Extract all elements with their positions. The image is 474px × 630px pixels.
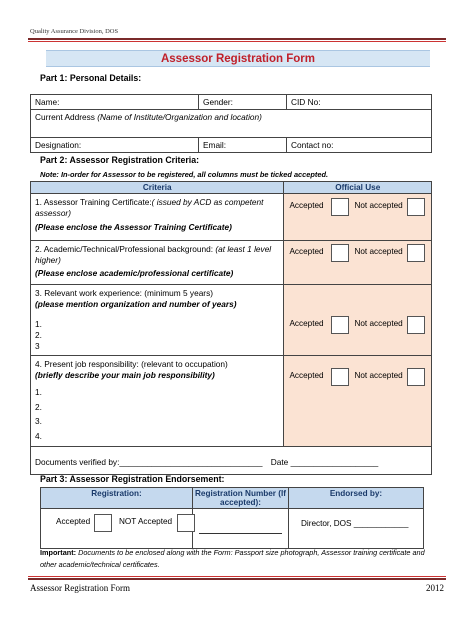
gender-field[interactable] [199, 95, 287, 110]
part2-heading: Part 2: Assessor Registration Criteria: [40, 155, 200, 165]
reg-not-accepted-label: NOT Accepted [119, 517, 173, 526]
endorsed-by-cell[interactable] [289, 509, 424, 549]
criterion-2-note: (Please enclose academic/professional certificate) [35, 268, 234, 278]
criterion-row-4 [31, 356, 432, 447]
criteria-header: Criteria [31, 182, 284, 194]
accepted-label: Accepted [289, 247, 324, 256]
important-label: Important: [40, 548, 77, 557]
verification-row [31, 447, 432, 475]
registration-number-header: Registration Number (If accepted): [193, 488, 289, 509]
header-rule-accent [28, 41, 446, 42]
registration-number-line [199, 533, 282, 534]
name-label: Name: [35, 97, 60, 107]
accepted-label: Accepted [289, 319, 324, 328]
criteria-table [30, 181, 432, 475]
address-field[interactable] [31, 110, 432, 138]
contact-label: Contact no: [291, 140, 334, 150]
criterion-3-item-3: 3 [35, 341, 40, 351]
part3-heading: Part 3: Assessor Registration Endorsement: [40, 474, 225, 484]
criterion-row-2 [31, 241, 432, 285]
criterion-3-item-1: 1. [35, 319, 42, 329]
gender-label: Gender: [203, 97, 233, 107]
criterion-4-item-2: 2. [35, 401, 42, 412]
official-2 [284, 241, 432, 285]
director-signature: Director, DOS ____________ [301, 519, 409, 528]
not-accepted-label: Not accepted [354, 247, 403, 256]
personal-details-table [30, 94, 432, 153]
header-rule [28, 38, 446, 40]
designation-field[interactable] [31, 138, 199, 153]
email-label: Email: [203, 140, 227, 150]
criterion-3-text: 3. Relevant work experience: (minimum 5 years) [35, 288, 213, 298]
criterion-row-3 [31, 285, 432, 356]
footer-title: Assessor Registration Form [30, 583, 130, 593]
criterion-4-item-1: 1. [35, 387, 42, 397]
reg-accepted-checkbox[interactable] [94, 514, 112, 532]
registration-number-cell[interactable] [193, 509, 289, 549]
criterion-2-italic: (at least 1 level higher) [35, 244, 272, 265]
footer-rule-accent [28, 576, 446, 577]
official-use-header: Official Use [284, 182, 432, 194]
criterion-1 [31, 194, 284, 241]
criterion-4-item-4: 4. [35, 430, 42, 441]
address-label: Current Address [35, 112, 95, 122]
criterion-3 [31, 285, 284, 356]
criterion-2 [31, 241, 284, 285]
part1-heading: Part 1: Personal Details: [40, 73, 142, 83]
cid-field[interactable] [287, 95, 432, 110]
verification-cell[interactable] [31, 447, 432, 475]
official-3 [284, 285, 432, 356]
criterion-1-text: 1. Assessor Training Certificate: [35, 197, 152, 207]
footer-year: 2012 [426, 583, 444, 593]
criterion-3-item-2: 2. [35, 330, 42, 340]
form-title: Assessor Registration Form [160, 53, 315, 65]
criterion-4-text: 4. Present job responsibility: (relevant to occupation) [35, 359, 228, 369]
important-text: Documents to be enclosed along with the Form: Passport size photograph, Assessor training certificate and other academic/technical certificates. [40, 548, 425, 569]
criterion-1-italic: ( issued by ACD as competent assessor) [35, 197, 264, 218]
not-accepted-checkbox[interactable] [407, 368, 425, 386]
endorsement-table [40, 487, 424, 549]
accepted-checkbox[interactable] [331, 198, 349, 216]
name-field[interactable] [31, 95, 199, 110]
criterion-1-note: (Please enclose the Assessor Training Certificate) [35, 222, 232, 232]
not-accepted-label: Not accepted [354, 319, 403, 328]
important-note [40, 547, 440, 571]
documents-verified: Documents verified by:_______________________________ [35, 457, 263, 467]
accepted-checkbox[interactable] [331, 316, 349, 334]
accepted-checkbox[interactable] [331, 368, 349, 386]
criterion-2-text: 2. Academic/Technical/Professional background: [35, 244, 214, 254]
address-hint: (Name of Institute/Organization and location) [97, 112, 262, 122]
cid-label: CID No: [291, 97, 321, 107]
registration-header: Registration: [41, 488, 193, 509]
official-4 [284, 356, 432, 447]
criterion-3-note: (please mention organization and number of years) [35, 299, 237, 309]
accepted-checkbox[interactable] [331, 244, 349, 262]
reg-accepted-label: Accepted [56, 517, 91, 526]
header-org: Quality Assurance Division, DOS [30, 28, 119, 35]
part2-note: Note: In-order for Assessor to be registered, all columns must be ticked accepted. [40, 170, 329, 179]
footer-rule [28, 578, 446, 580]
endorsed-by-header: Endorsed by: [289, 488, 424, 509]
not-accepted-checkbox[interactable] [407, 244, 425, 262]
accepted-label: Accepted [289, 371, 324, 380]
email-field[interactable] [199, 138, 287, 153]
not-accepted-label: Not accepted [354, 201, 403, 210]
criterion-4-item-3: 3. [35, 416, 42, 426]
not-accepted-checkbox[interactable] [407, 316, 425, 334]
form-title-bar [46, 50, 430, 67]
accepted-label: Accepted [289, 201, 324, 210]
registration-cell [41, 509, 193, 549]
criterion-4-note: (briefly describe your main job responsibility) [35, 370, 215, 380]
verification-date: Date ___________________ [270, 457, 379, 467]
criterion-4 [31, 356, 284, 447]
criterion-row-1 [31, 194, 432, 241]
designation-label: Designation: [35, 140, 82, 150]
not-accepted-label: Not accepted [354, 371, 403, 380]
not-accepted-checkbox[interactable] [407, 198, 425, 216]
official-1 [284, 194, 432, 241]
contact-field[interactable] [287, 138, 432, 153]
